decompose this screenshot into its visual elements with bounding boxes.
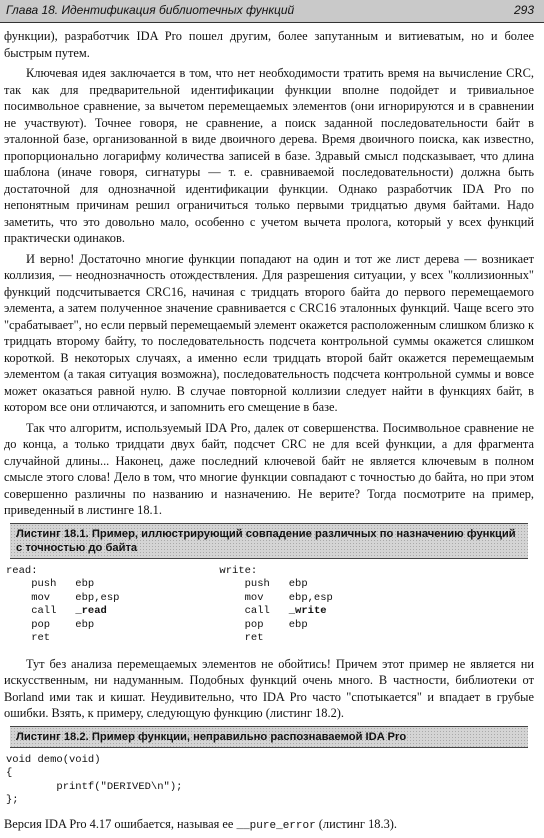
closing-line [4, 816, 534, 835]
code-block-write: write: push ebp mov ebp,esp call _write pop ebp ret [219, 564, 333, 644]
closing-text-after: (листинг 18.3). [315, 816, 398, 831]
listing-18-1-title: Листинг 18.1. Пример, иллюстрирующий совпадение различных по назначению функций с точностью до байта [10, 523, 528, 559]
closing-text-before: Версия IDA Pro 4.17 ошибается, называя ее [4, 816, 237, 831]
paragraph: Ключевая идея заключается в том, что нет необходимости тратить время на вычисление CRC, так как для предварительной идентификации функции вполне подойдет и тривиальное посимвольное сравнение, за вычетом перемещаемых элементов (они игнорируются и в сравнении не участвуют). Точнее говоря, не сравнение, а поиск заданной последовательности байт в эталонной базе, организованной в виде двоичного дерева. Время двоичного поиска, как известно, пропорционально логарифму количества записей в базе. Здравый смысл подсказывает, что длина шаблона (иначе говоря, сигнатуры — т. е. сравниваемой последовательности) должна быть достаточной для однозначной идентификации функции. Однако разработчик IDA Pro по непонятным причинам решил ограничиться только первыми тридцатью двумя байтами. Надо заметить, что это довольно мало, особенно с учетом вычета пролога, который у всех функций практически одинаков. [4, 66, 534, 245]
inline-code: __pure_error [236, 819, 316, 832]
listing-18-1-code [6, 565, 534, 646]
paragraph: Так что алгоритм, используемый IDA Pro, далек от совершенства. Посимвольное сравнение не до конца, а только тридцати двух байт, подсчет CRC не для всей функции, а для фрагмента случайной длины... Наконец, даже последний ключевой байт не является ключевым в полном смысле этого слова! Дело в том, что многие функции совпадают с точностью до байта, но при этом совершенно различны по названию и назначению. Не верите? Тогда посмотрите на пример, приведенный в листинге 18.1. [4, 420, 534, 517]
paragraph: функции), разработчик IDA Pro пошел другим, более запутанным и витиеватым, но и более быстрым путем. [4, 29, 534, 60]
chapter-title: Глава 18. Идентификация библиотечных функций [6, 3, 295, 17]
paragraph: Тут без анализа перемещаемых элементов не обойтись! Причем этот пример не является ни искусственным, ни надуманным. Подобных функций очень много. В частности, библиотеки от Borland ими так и кишат. Неудивительно, что IDA Pro часто "спотыкается" и впадает в грубые ошибки. Взять, к примеру, следующую функцию (листинг 18.2). [4, 656, 534, 720]
running-header [0, 0, 544, 23]
listing-18-2-title: Листинг 18.2. Пример функции, неправильно распознаваемой IDA Pro [10, 726, 528, 748]
paragraph: И верно! Достаточно многие функции попадают на один и тот же лист дерева — возникает коллизия, — неоднозначность отождествления. Для разрешения ситуации, у всех "коллизионных" функций подсчитывается CRC16, начиная с тридцать второго байта до первого перемещаемого элемента, а затем полученное значение сравнивается с CRC16 эталонных функций. Чаще всего это "срабатывает", но если первый перемещаемый элемент окажется расположенным слишком близко к тридцать второму байту, то последовательность подсчета контрольной суммы окажется слишком короткой. В некоторых случаях, а именно если тридцать второй байт окажется перемещаемым элементом (а такая ситуация возможна), последовательность подсчета контрольной суммы и вовсе может оказаться равной нулю. В случае повторной коллизии следует найти в функциях байт, в котором все они отличаются, и запомнить его смещение в базе. [4, 251, 534, 414]
page-number: 293 [513, 3, 534, 17]
page-body [4, 28, 534, 838]
listing-18-2-code: void demo(void) { printf("DERIVED\n"); }; [6, 753, 183, 806]
code-block-read: read: push ebp mov ebp,esp call _read pop ebp ret [6, 564, 120, 644]
